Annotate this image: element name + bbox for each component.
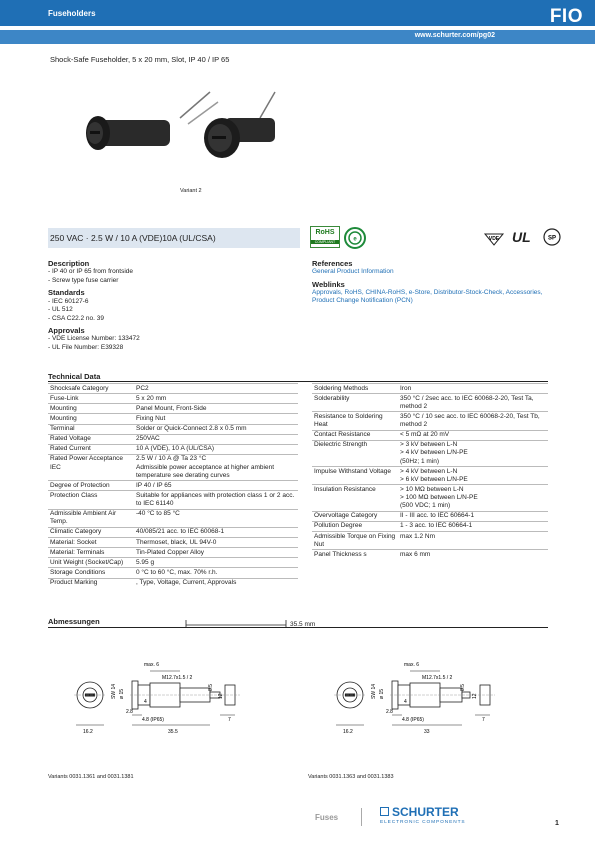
standard-item: - CSA C22.2 no. 39 — [48, 314, 105, 322]
svg-text:16.2: 16.2 — [83, 729, 93, 735]
svg-text:33: 33 — [424, 729, 430, 735]
variant-label: Variant 2 — [180, 188, 202, 194]
tech-row — [312, 412, 548, 430]
tech-value: 350 °C / 2sec acc. to IEC 60068-2-20, Test Ta, method 2 — [398, 394, 548, 412]
tech-value: II - III acc. to IEC 60664-1 — [398, 511, 548, 521]
scale-bar — [185, 617, 295, 629]
tech-value: , Type, Voltage, Current, Approvals — [134, 578, 298, 588]
svg-text:16.2: 16.2 — [343, 729, 353, 735]
tech-key: Rated Voltage — [48, 434, 134, 444]
standards-title: Standards — [48, 288, 85, 298]
description-item: - Screw type fuse carrier — [48, 276, 119, 284]
tech-table-right — [312, 383, 548, 559]
header-bar — [0, 0, 595, 26]
brand-tagline: ELECTRONIC COMPONENTS — [380, 820, 466, 825]
svg-text:SW 14: SW 14 — [111, 683, 117, 699]
svg-text:VDE: VDE — [488, 236, 500, 242]
tech-table-left — [48, 383, 298, 588]
tech-value: > 3 kV between L-N > 4 kV between L/N-PE (50Hz; 1 min) — [398, 440, 548, 466]
tech-row — [48, 491, 298, 509]
svg-text:M12.7x1.5 / 2: M12.7x1.5 / 2 — [422, 675, 453, 681]
svg-text:M12.7x1.5 / 2: M12.7x1.5 / 2 — [162, 675, 193, 681]
tech-key: Admissible Torque on Fixing Nut — [312, 532, 398, 550]
tech-row — [48, 548, 298, 558]
page-number: 1 — [555, 820, 559, 827]
china-rohs-icon — [344, 227, 366, 249]
tech-value: -40 °C to 85 °C — [134, 509, 298, 527]
tech-key: Impulse Withstand Voltage — [312, 467, 398, 485]
tech-value: Solder or Quick-Connect 2.8 x 0.5 mm — [134, 424, 298, 434]
svg-text:2.8: 2.8 — [126, 709, 133, 715]
brand-name: SCHURTER — [392, 805, 459, 819]
svg-text:4.8 (IP65): 4.8 (IP65) — [402, 717, 424, 723]
drawing-caption-2: Variants 0031.1363 and 0031.1383 — [308, 774, 394, 780]
tech-key: Panel Thickness s — [312, 550, 398, 560]
tech-key: Overvoltage Category — [312, 511, 398, 521]
general-info-link[interactable]: General Product Information — [312, 268, 394, 276]
tech-key: Material: Terminals — [48, 548, 134, 558]
weblinks-title: Weblinks — [312, 279, 345, 289]
svg-text:SW 14: SW 14 — [371, 683, 377, 699]
svg-text:4: 4 — [404, 699, 407, 705]
tech-key: Fuse-Link — [48, 394, 134, 404]
vde-mark-icon — [483, 232, 505, 246]
description-block — [48, 259, 298, 352]
svg-text:ø 15: ø 15 — [119, 688, 125, 699]
technical-title: Technical Data — [48, 372, 101, 381]
tech-key: Degree of Protection — [48, 481, 134, 491]
tech-row — [312, 550, 548, 560]
tech-row — [312, 467, 548, 485]
tech-value: 5.95 g — [134, 558, 298, 568]
tech-row — [48, 394, 298, 404]
tech-row — [48, 434, 298, 444]
ul-mark-icon: UL — [512, 229, 531, 245]
schurter-logo-icon — [380, 807, 389, 816]
tech-value: Fixing Nut — [134, 414, 298, 424]
approval-item: - VDE License Number: 133472 — [48, 335, 140, 343]
tech-key: Storage Conditions — [48, 568, 134, 578]
tech-row — [48, 538, 298, 548]
approvals-title: Approvals — [48, 325, 85, 335]
tech-row — [312, 511, 548, 521]
tech-key: Climatic Category — [48, 527, 134, 537]
category-title: Fuseholders — [48, 9, 96, 18]
tech-key: Material: Socket — [48, 538, 134, 548]
dimension-drawing-1 — [70, 655, 270, 745]
tech-row — [48, 404, 298, 414]
tech-value: > 4 kV between L-N > 6 kV between L/N-PE — [398, 467, 548, 485]
tech-value: IP 40 / IP 65 — [134, 481, 298, 491]
svg-text:4.8 (IP65): 4.8 (IP65) — [142, 717, 164, 723]
footer-section: Fuses — [315, 813, 339, 822]
tech-row — [48, 481, 298, 491]
tech-value: > 10 MΩ between L-N > 100 MΩ between L/N-PE (500 VDC; 1 min) — [398, 485, 548, 511]
svg-text:7: 7 — [228, 717, 231, 723]
tech-row — [48, 424, 298, 434]
tech-value: 40/085/21 acc. to IEC 60068-1 — [134, 527, 298, 537]
tech-row — [312, 430, 548, 440]
svg-text:2.8: 2.8 — [386, 709, 393, 715]
tech-row — [48, 558, 298, 568]
tech-value: max 1.2 Nm — [398, 532, 548, 550]
tech-row — [48, 384, 298, 394]
url-bar — [0, 30, 595, 44]
tech-key: Mounting — [48, 414, 134, 424]
rating-bar — [48, 228, 300, 248]
scale-label: 35.5 mm — [290, 621, 316, 628]
holder-body-left — [100, 120, 170, 146]
tech-value: max 6 mm — [398, 550, 548, 560]
website-link[interactable]: www.schurter.com/pg02 — [414, 32, 495, 39]
tech-row — [48, 527, 298, 537]
csa-mark-icon — [543, 228, 561, 246]
tech-value: 250VAC — [134, 434, 298, 444]
rating-text: 250 VAC · 2.5 W / 10 A (VDE)10A (UL/CSA) — [50, 233, 216, 243]
svg-text:8.5: 8.5 — [208, 684, 214, 691]
tech-value: Panel Mount, Front-Side — [134, 404, 298, 414]
tech-key: Pollution Degree — [312, 521, 398, 531]
svg-text:12: 12 — [472, 693, 478, 699]
tech-row — [48, 414, 298, 424]
tech-value: 5 x 20 mm — [134, 394, 298, 404]
tech-row — [312, 521, 548, 531]
tech-row — [48, 578, 298, 588]
tech-key: Unit Weight (Socket/Cap) — [48, 558, 134, 568]
section-divider — [48, 381, 548, 382]
svg-text:max. 6: max. 6 — [144, 662, 160, 668]
description-item: - IP 40 or IP 65 from frontside — [48, 268, 134, 276]
svg-text:SP: SP — [547, 235, 557, 242]
dimension-drawing-2 — [330, 655, 530, 745]
svg-text:ø 15: ø 15 — [379, 688, 385, 699]
standard-item: - UL 512 — [48, 306, 73, 314]
tech-key: Shocksafe Category — [48, 384, 134, 394]
references-title: References — [312, 259, 353, 268]
approval-item: - UL File Number: E39328 — [48, 343, 124, 351]
tech-value: Tin-Plated Copper Alloy — [134, 548, 298, 558]
tech-row — [312, 532, 548, 550]
tech-row — [48, 568, 298, 578]
standard-item: - IEC 60127-6 — [48, 297, 89, 305]
dimensions-title: Abmessungen — [48, 617, 100, 626]
tech-key: Protection Class — [48, 491, 134, 509]
description-title: Description — [48, 259, 90, 268]
tech-value: 350 °C / 10 sec acc. to IEC 60068-2-20, Test Tb, method 2 — [398, 412, 548, 430]
tech-key: Admissible Ambient Air Temp. — [48, 509, 134, 527]
svg-text:e: e — [353, 236, 357, 243]
tech-key: Product Marking — [48, 578, 134, 588]
tech-key: Insulation Resistance — [312, 485, 398, 511]
tech-key: Soldering Methods — [312, 384, 398, 394]
tech-row — [312, 440, 548, 466]
tech-value: Suitable for appliances with protection class 1 or 2 acc. to IEC 61140 — [134, 491, 298, 509]
tech-value: Iron — [398, 384, 548, 394]
tech-key: Resistance to Soldering Heat — [312, 412, 398, 430]
tech-key: Dielectric Strength — [312, 440, 398, 466]
tech-row — [312, 485, 548, 511]
tech-value: PC2 — [134, 384, 298, 394]
svg-text:max. 6: max. 6 — [404, 662, 420, 668]
references-block — [312, 259, 552, 306]
product-code: FIO — [549, 6, 583, 27]
svg-text:12: 12 — [218, 693, 224, 699]
tech-row — [312, 384, 548, 394]
product-photo — [60, 80, 280, 190]
tech-key: Terminal — [48, 424, 134, 434]
tech-key: Contact Resistance — [312, 430, 398, 440]
svg-text:7: 7 — [482, 717, 485, 723]
tech-row — [48, 454, 298, 480]
drawing-caption-1: Variants 0031.1361 and 0031.1381 — [48, 774, 134, 780]
footer-divider — [361, 808, 362, 826]
svg-text:8.5: 8.5 — [460, 684, 466, 691]
tech-row — [312, 394, 548, 412]
tech-value: 2.5 W / 10 A @ Ta 23 °C Admissible power acceptance at higher ambient temperature see derating curves — [134, 454, 298, 480]
tech-value: Thermoset, black, UL 94V-0 — [134, 538, 298, 548]
tech-row — [48, 509, 298, 527]
tech-key: Solderability — [312, 394, 398, 412]
tech-key: Rated Current — [48, 444, 134, 454]
svg-text:35.5: 35.5 — [168, 729, 178, 735]
weblinks-list[interactable]: Approvals, RoHS, CHINA-RoHS, e-Store, Distributor-Stock-Check, Accessories, Product Change Notification (PCN) — [312, 288, 543, 305]
tech-value: 0 °C to 60 °C, max. 70% r.h. — [134, 568, 298, 578]
tech-value: < 5 mΩ at 20 mV — [398, 430, 548, 440]
tech-value: 1 - 3 acc. to IEC 60664-1 — [398, 521, 548, 531]
terminal-wire — [180, 92, 210, 118]
tech-key: Mounting — [48, 404, 134, 414]
tech-key: Rated Power Acceptance IEC — [48, 454, 134, 480]
product-subtitle: Shock-Safe Fuseholder, 5 x 20 mm, Slot, IP 40 / IP 65 — [50, 55, 230, 64]
tech-row — [48, 444, 298, 454]
svg-text:4: 4 — [144, 699, 147, 705]
rohs-badge: RoHS COMPLIANT — [310, 226, 340, 248]
tech-value: 10 A (VDE), 10 A (UL/CSA) — [134, 444, 298, 454]
